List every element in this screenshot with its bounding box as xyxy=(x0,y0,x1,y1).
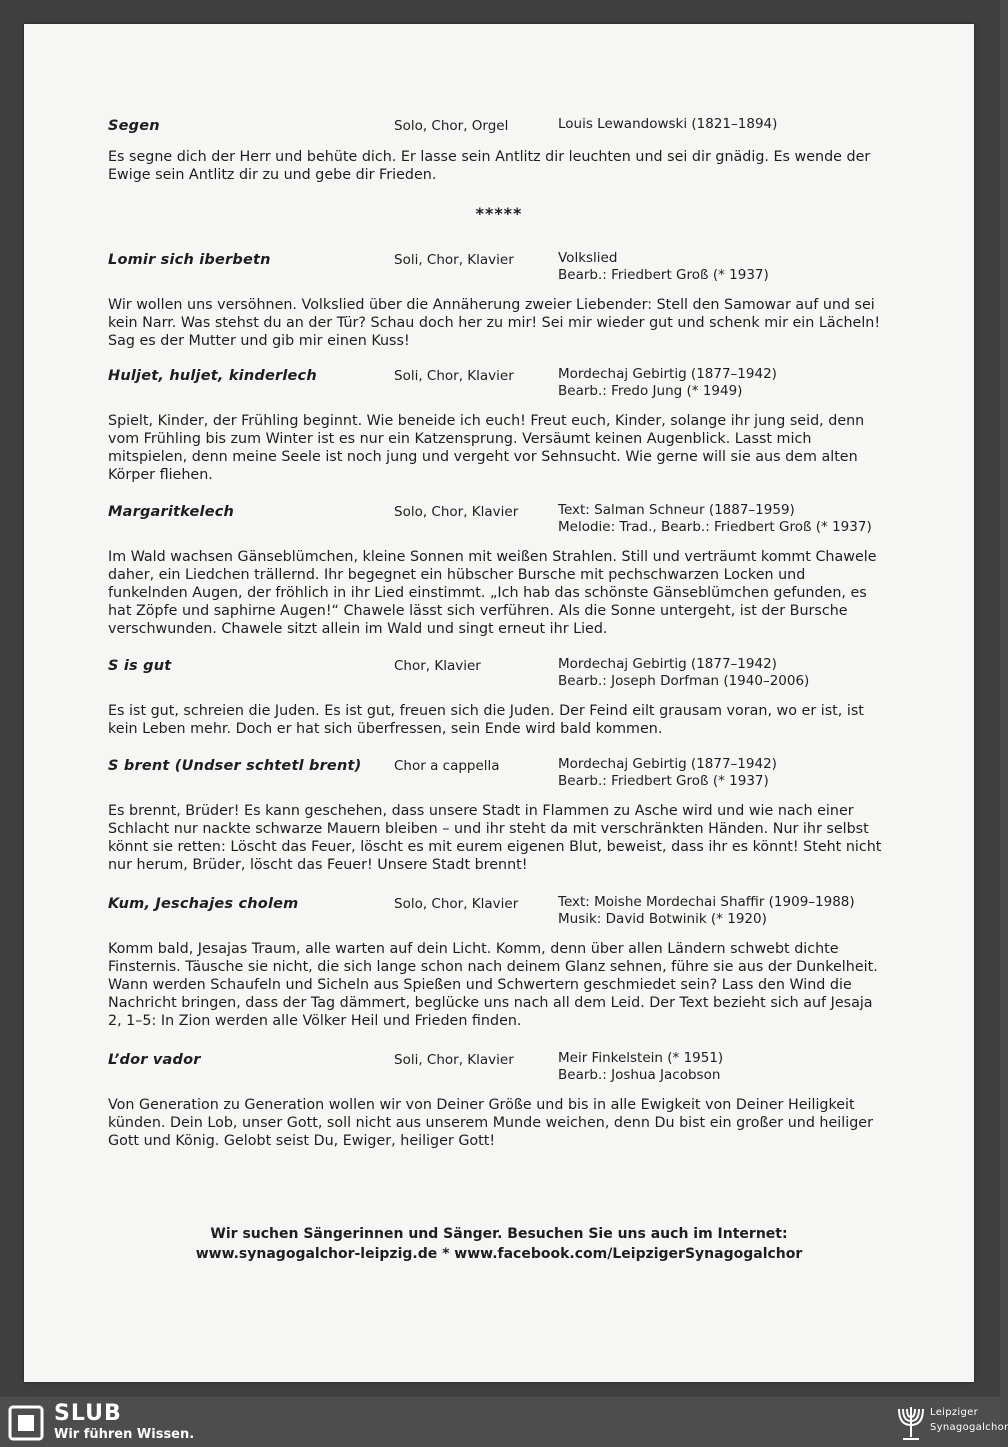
choir-name-line-1: Leipziger xyxy=(930,1407,979,1418)
piece-description: Von Generation zu Generation wollen wir von Deiner Größe und bis in alle Ewigkeit von Deiner Heiligkeit künden. Dein Lob, unser Gott, soll nicht aus unserem Munde weichen, denn Du bist ein großer und heiliger Gott und König. Gelobt seist Du, Ewiger, heiliger Gott! xyxy=(108,1097,873,1149)
piece-voices: Solo, Chor, Klavier xyxy=(394,504,519,520)
credit-line: Bearb.: Friedbert Groß (* 1937) xyxy=(558,773,769,789)
piece-title: S is gut xyxy=(108,658,172,674)
credit-line: Musik: David Botwinik (* 1920) xyxy=(558,911,767,927)
piece-credits xyxy=(558,502,872,536)
piece-credits xyxy=(558,1050,723,1084)
credit-line: Bearb.: Joseph Dorfman (1940–2006) xyxy=(558,673,810,689)
piece-title: S brent (Undser schtetl brent) xyxy=(108,758,362,774)
piece-credits xyxy=(558,894,855,928)
credit-line: Mordechaj Gebirtig (1877–1942) xyxy=(558,366,777,382)
piece-credits xyxy=(558,250,769,284)
viewer-bottom-bar xyxy=(0,1397,1008,1447)
piece-credits xyxy=(558,756,777,790)
piece-voices: Solo, Chor, Klavier xyxy=(394,896,519,912)
library-name: SLUB xyxy=(54,1401,122,1426)
piece-description: Wir wollen uns versöhnen. Volkslied über die Annäherung zweier Liebender: Stell den Samowar auf und sei kein Narr. Was stehst du an der Tür? Schau doch her zu mir! Sei mir wieder gut und schenk mir ein Lächeln! Sag es der Mutter und gib mir einen Kuss! xyxy=(108,297,881,349)
section-separator: ***** xyxy=(475,204,523,223)
piece-description: Spielt, Kinder, der Frühling beginnt. Wie beneide ich euch! Freut euch, Kinder, solange ihr jung seid, denn vom Frühling bis zum Winter ist es nur ein Katzensprung. Versäumt keinen Augenblick. Lasst mich mitspielen, denn meine Seele ist noch jung und vergeht vor Sehnsucht. Wie gerne will sie aus dem alten Körper fliehen. xyxy=(108,413,865,483)
piece-voices: Solo, Chor, Orgel xyxy=(394,118,509,134)
choir-name-line-2: Synagogalchor xyxy=(930,1422,1008,1433)
credit-line: Melodie: Trad., Bearb.: Friedbert Groß (* 1937) xyxy=(558,519,872,535)
piece-credits xyxy=(558,656,809,690)
credit-line: Volkslied xyxy=(558,250,618,266)
piece-credits xyxy=(558,116,777,133)
credit-line: Bearb.: Fredo Jung (* 1949) xyxy=(558,383,743,399)
piece-voices: Soli, Chor, Klavier xyxy=(394,252,514,268)
piece-title: L’dor vador xyxy=(108,1052,201,1068)
piece-voices: Soli, Chor, Klavier xyxy=(394,1052,514,1068)
credit-line: Bearb.: Friedbert Groß (* 1937) xyxy=(558,267,769,283)
piece-credits xyxy=(558,366,777,400)
piece-description: Es brennt, Brüder! Es kann geschehen, dass unsere Stadt in Flammen zu Asche wird und wie nach einer Schlacht nur nackte schwarze Mauern bleiben – und ihr steht da mit verschränkten Händen. Nur ihr selbst könnt sie retten: Löscht das Feuer, löscht es mit eurem eigenen Blut, beweist, dass ihr es könnt! Steht nicht nur herum, Brüder, löscht das Feuer! Unsere Stadt brennt! xyxy=(108,803,882,873)
piece-title: Kum, Jeschajes cholem xyxy=(108,896,299,912)
piece-description: Es segne dich der Herr und behüte dich. Er lasse sein Antlitz dir leuchten und sei dir gnädig. Es wende der Ewige sein Antlitz dir zu und gebe dir Frieden. xyxy=(108,149,871,183)
piece-description: Es ist gut, schreien die Juden. Es ist gut, freuen sich die Juden. Der Feind eilt grausam voran, wo er ist, ist kein Leben mehr. Doch er hat sich überfressen, sein Ende wird bald kommen. xyxy=(108,703,864,737)
credit-line: Louis Lewandowski (1821–1894) xyxy=(558,116,778,132)
slub-logo-icon xyxy=(8,1405,44,1441)
piece-title: Lomir sich iberbetn xyxy=(108,252,271,268)
program-page xyxy=(24,24,974,1382)
menorah-icon xyxy=(894,1401,928,1443)
credit-line: Mordechaj Gebirtig (1877–1942) xyxy=(558,656,777,672)
credit-line: Text: Moishe Mordechai Shaffir (1909–1988) xyxy=(558,894,855,910)
credit-line: Bearb.: Joshua Jacobson xyxy=(558,1067,721,1083)
choir-name xyxy=(930,1405,1008,1435)
credit-line: Meir Finkelstein (* 1951) xyxy=(558,1050,724,1066)
footer-line-1: Wir suchen Sängerinnen und Sänger. Besuchen Sie uns auch im Internet: xyxy=(210,1226,788,1242)
piece-title: Segen xyxy=(108,118,160,134)
piece-voices: Chor, Klavier xyxy=(394,658,481,674)
library-tagline: Wir führen Wissen. xyxy=(54,1427,195,1442)
piece-title: Margaritkelech xyxy=(108,504,235,520)
credit-line: Mordechaj Gebirtig (1877–1942) xyxy=(558,756,777,772)
recruitment-footer xyxy=(24,1224,974,1264)
piece-description: Komm bald, Jesajas Traum, alle warten auf dein Licht. Komm, denn über allen Ländern schwebt dichte Finsternis. Täusche sie nicht, die sich lange schon nach deinem Glanz sehnen, führe sie aus der Dunkelheit. Wann werden Schaufeln und Sicheln aus Spießen und Schwertern geschmiedet sein? Lass den Wind die Nachricht bringen, dass der Tag dämmert, beglücke uns nach all dem Leid. Der Text bezieht sich auf Jesaja 2, 1–5: In Zion werden alle Völker Heil und Frieden finden. xyxy=(108,941,878,1029)
footer-line-2: www.synagogalchor-leipzig.de * www.facebook.com/LeipzigerSynagogalchor xyxy=(195,1246,803,1262)
piece-voices: Chor a cappella xyxy=(394,758,500,774)
piece-description: Im Wald wachsen Gänseblümchen, kleine Sonnen mit weißen Strahlen. Still und verträumt kommt Chawele daher, ein Liedchen trällernd. Ihr begegnet ein hübscher Bursche mit pechschwarzen Locken und funkelnden Augen, der fröhlich in ihr Lied einstimmt. „Ich hab das schönste Gänseblümchen gefunden, es hat Zöpfe und saphirne Augen!“ Chawele lässt sich verführen. Als die Sonne untergeht, ist der Bursche verschwunden. Chawele sitzt allein im Wald und singt erneut ihr Lied. xyxy=(108,549,877,637)
credit-line: Text: Salman Schneur (1887–1959) xyxy=(558,502,795,518)
piece-title: Huljet, huljet, kinderlech xyxy=(108,368,317,384)
piece-voices: Soli, Chor, Klavier xyxy=(394,368,514,384)
